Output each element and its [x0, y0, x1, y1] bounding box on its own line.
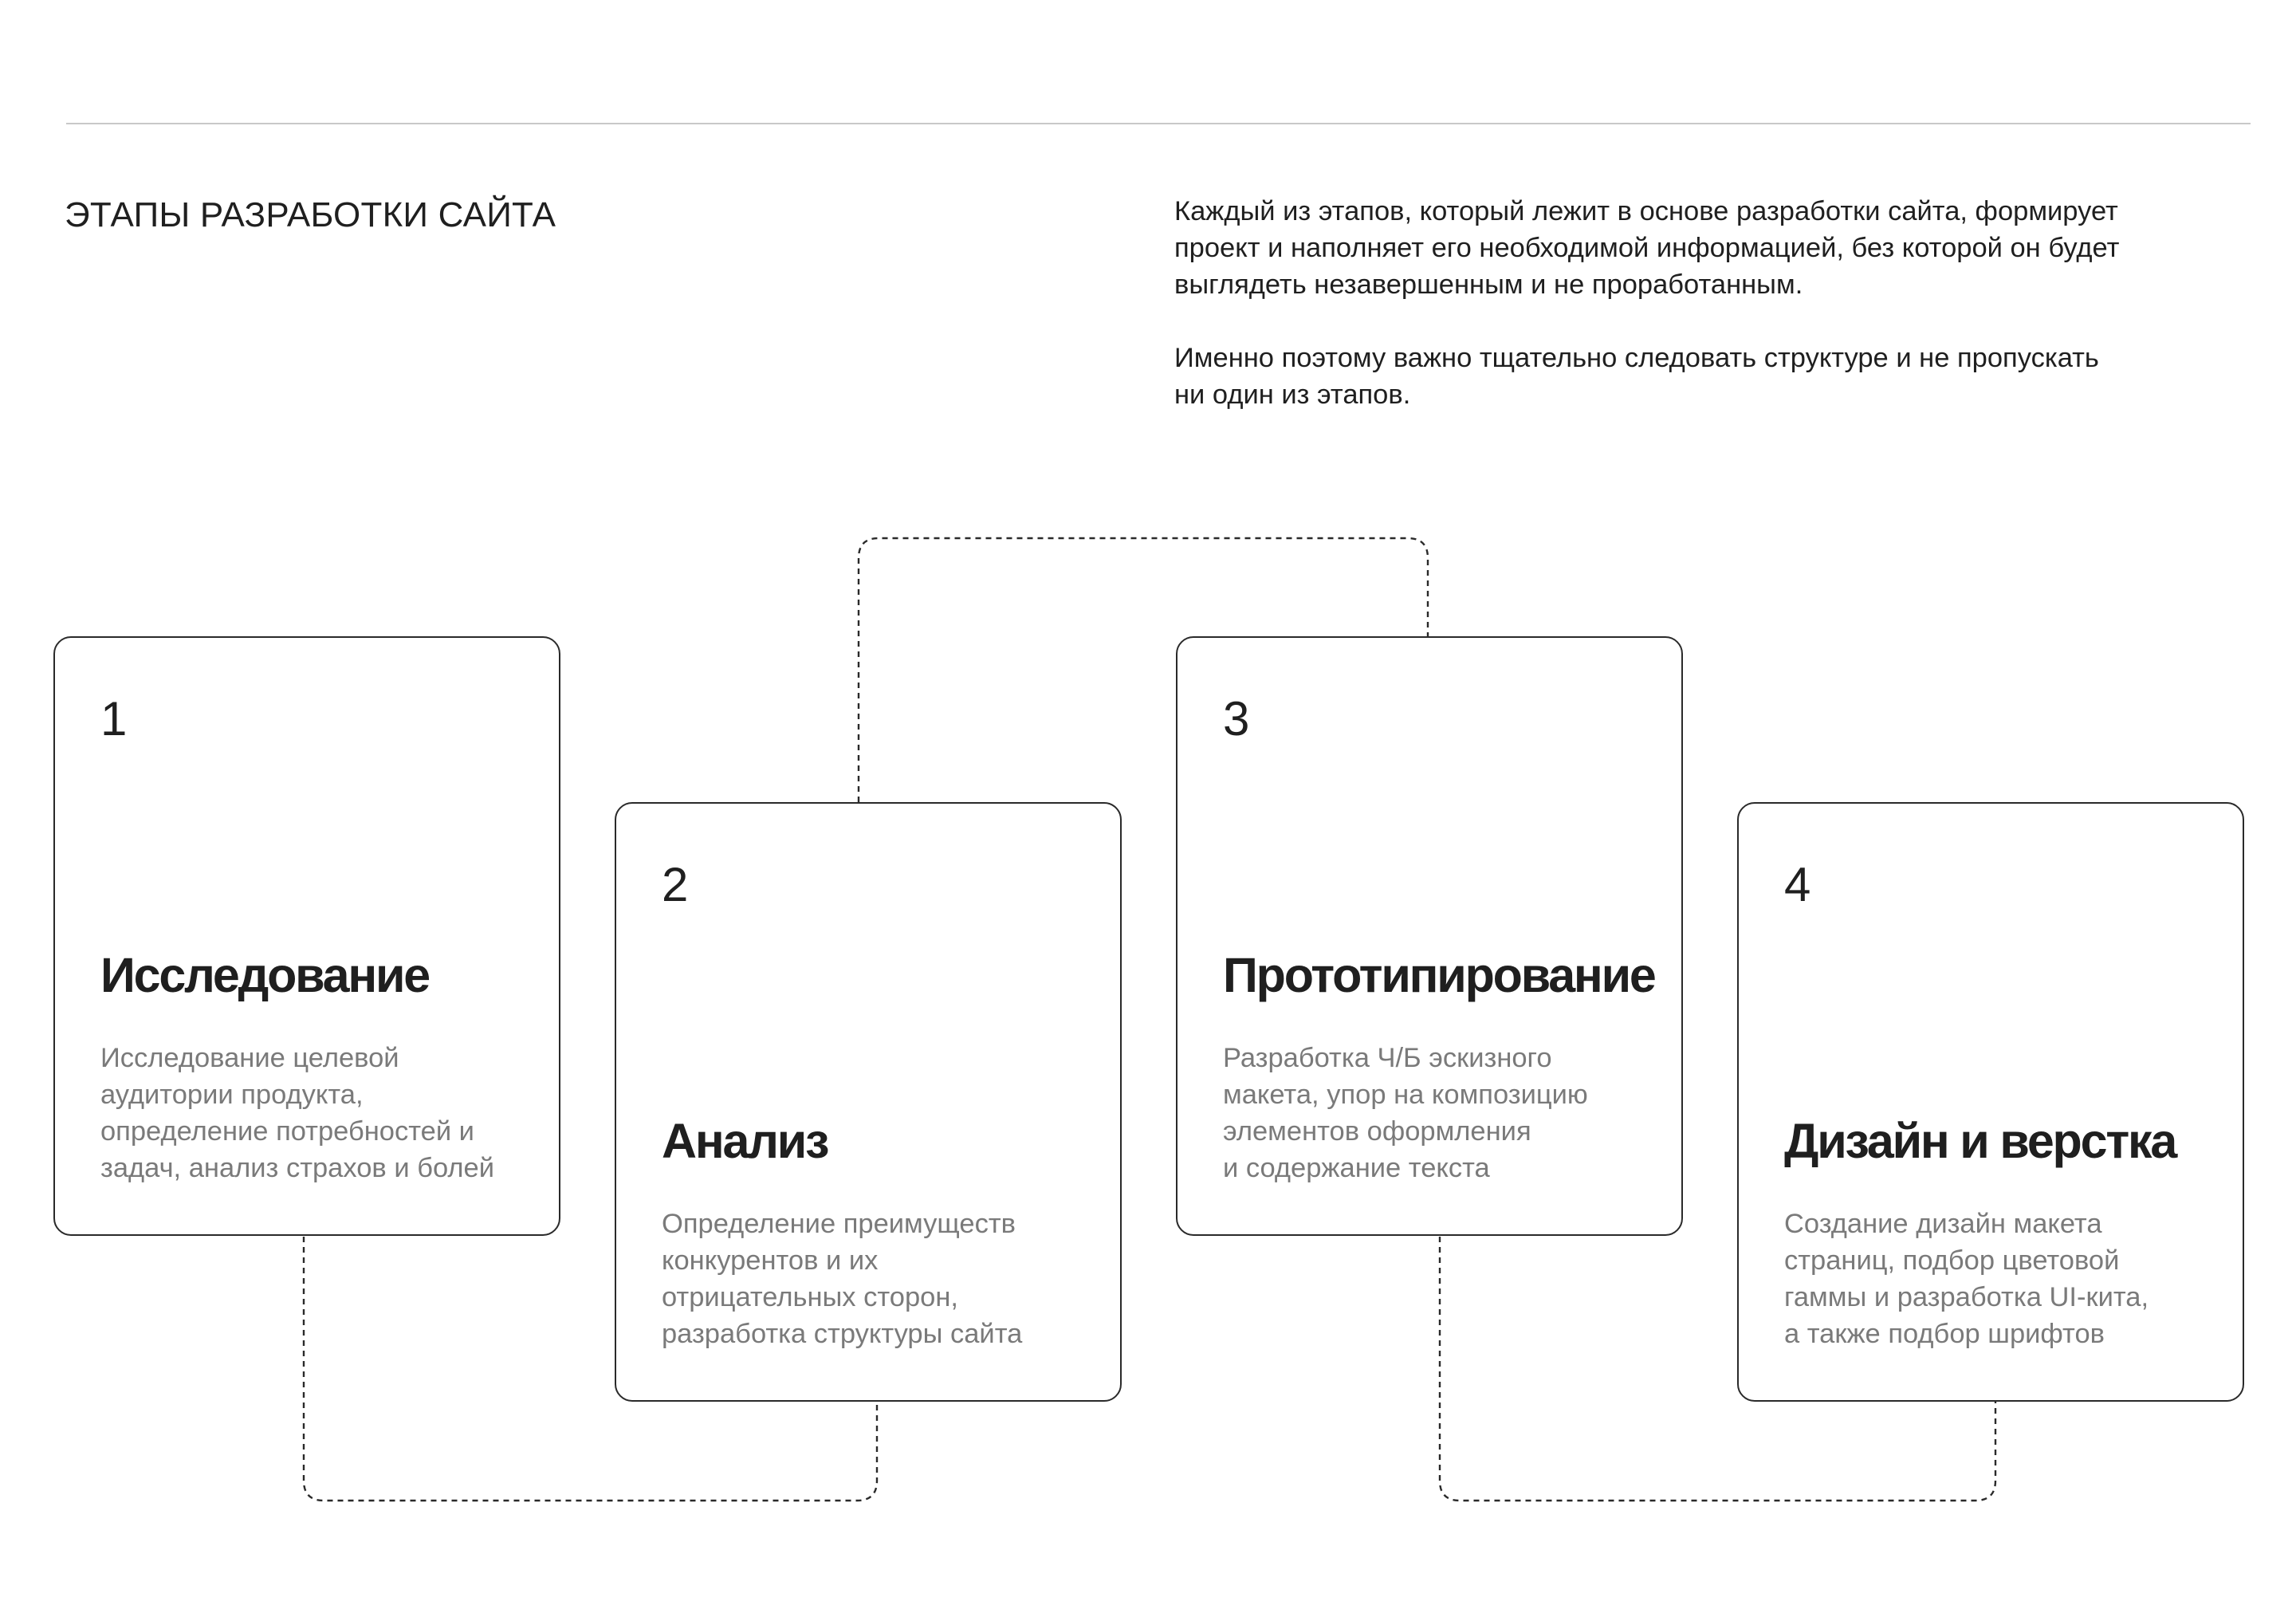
stage-description: Разработка Ч/Б эскизного макета, упор на композицию элементов оформления и содержание текста: [1223, 1043, 1588, 1183]
top-divider: [66, 123, 2251, 124]
stage-description: Исследование целевой аудитории продукта, определение потребностей и задач, анализ страхов и болей: [100, 1043, 494, 1183]
intro-paragraph-1: Каждый из этапов, который лежит в основе разработки сайта, формирует проект и наполняет его необходимой информацией, без которой он будет выглядеть незавершенным и не проработанным.: [1174, 196, 2120, 300]
stage-title: Исследование: [100, 948, 430, 1002]
stage-title: Анализ: [662, 1114, 828, 1168]
intro-text: [1174, 193, 2259, 450]
stage-card-4: [1737, 802, 2244, 1402]
stage-number: 3: [1223, 692, 1250, 745]
stage-title: Дизайн и верстка: [1784, 1114, 2176, 1168]
intro-paragraph-2: Именно поэтому важно тщательно следовать структуре и не пропускать ни один из этапов.: [1174, 343, 2099, 410]
stage-title: Прототипирование: [1223, 948, 1655, 1002]
page-title: ЭТАПЫ РАЗРАБОТКИ САЙТА: [65, 195, 556, 234]
stage-number: 2: [662, 858, 689, 911]
stage-card-1: [53, 636, 560, 1236]
stage-number: 4: [1784, 858, 1811, 911]
stage-number: 1: [100, 692, 128, 745]
stage-card-2: [615, 802, 1122, 1402]
stage-description: Создание дизайн макета страниц, подбор цветовой гаммы и разработка UI-кита, а также подбор шрифтов: [1784, 1209, 2149, 1349]
stage-description: Определение преимуществ конкурентов и их отрицательных сторон, разработка структуры сайта: [662, 1209, 1023, 1349]
stage-card-3: [1176, 636, 1683, 1236]
